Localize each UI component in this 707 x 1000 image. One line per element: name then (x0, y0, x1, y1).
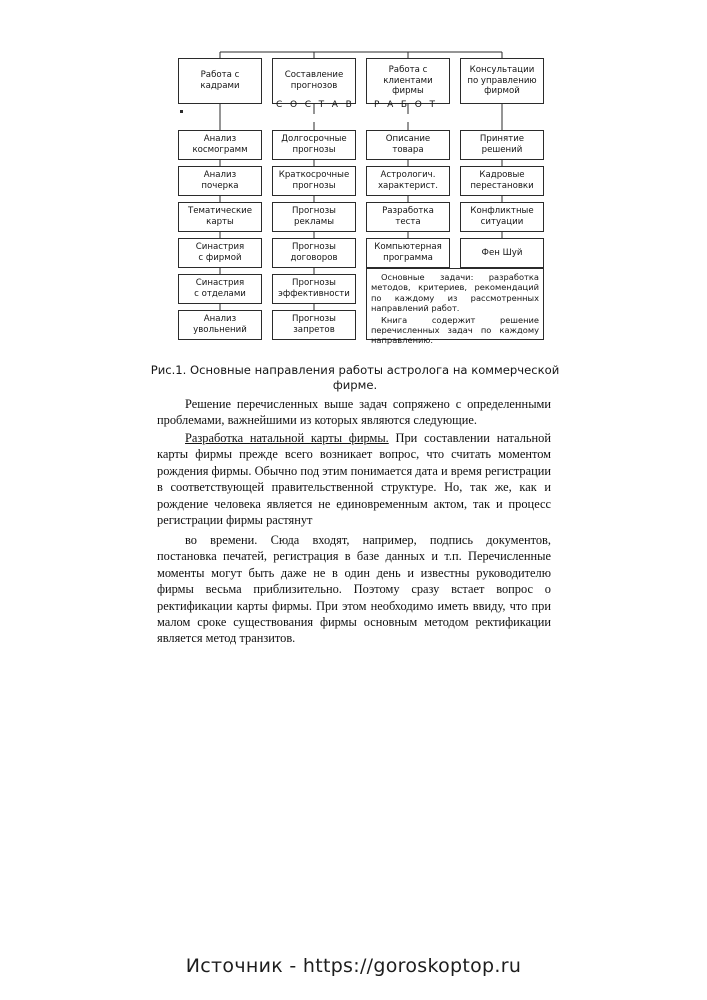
diagram-note-box (366, 268, 544, 346)
node-clients-2: Астрологич. характерист. (366, 166, 450, 196)
body-paragraph-2-rest: При составлении натальной карты фирмы прежде всего возникает вопрос, что считать моментом рождения фирмы. Обычно под этим понимается дата и время регистрации в соответствующей правительственной структуре. Но, так же, как и рождение человека является не единовременным актом, так и процесс регистрации фирмы растянут (157, 431, 551, 528)
figure-caption: Рис.1. Основные направления работы астролога на коммерческой фирме. (150, 363, 560, 392)
node-management-4: Фен Шуй (460, 238, 544, 268)
node-personnel-3: Тематические карты (178, 202, 262, 232)
node-forecasts-2: Краткосрочные прогнозы (272, 166, 356, 196)
body-paragraph-2-lead: Разработка натальной карты фирмы. (185, 431, 389, 445)
node-forecasts-3: Прогнозы рекламы (272, 202, 356, 232)
node-management-2: Кадровые перестановки (460, 166, 544, 196)
node-clients-4: Компьютерная программа (366, 238, 450, 268)
node-personnel-2: Анализ почерка (178, 166, 262, 196)
node-personnel-6: Анализ увольнений (178, 310, 262, 340)
node-personnel-1: Анализ космограмм (178, 130, 262, 160)
node-head-clients: Работа с клиентами фирмы (366, 58, 450, 104)
diagram-note-paragraph-2: Книга содержит решение перечисленных задач по каждому направлению. (371, 314, 539, 346)
node-management-3: Конфликтные ситуации (460, 202, 544, 232)
diagram-label-rabot: Р А Б О Т (374, 100, 438, 110)
body-paragraph-1: Решение перечисленных выше задач сопряжено с определенными проблемами, важнейшими из которых являются следующие. (157, 397, 551, 428)
body-paragraph-2 (157, 430, 551, 528)
node-clients-1: Описание товара (366, 130, 450, 160)
node-personnel-5: Синастрия с отделами (178, 274, 262, 304)
body-paragraph-3: во времени. Сюда входят, например, подпись документов, постановка печатей, регистрация в базе данных и т.п. Перечисленные моменты могут быть даже не в один день и известны руководителю фирмы весьма приблизительно. Поэтому сразу встает вопрос о ректификации карты фирмы. При этом необходимо иметь ввиду, что при малом сроке существования фирмы основным методом ректификации является метод транзитов. (157, 533, 551, 646)
scan-speck (180, 110, 183, 113)
node-personnel-4: Синастрия с фирмой (178, 238, 262, 268)
node-head-personnel: Работа с кадрами (178, 58, 262, 104)
node-head-management: Консультации по управлению фирмой (460, 58, 544, 104)
node-forecasts-6: Прогнозы запретов (272, 310, 356, 340)
diagram-label-sostav: С О С Т А В (276, 100, 355, 110)
figure-diagram (178, 48, 542, 360)
node-forecasts-4: Прогнозы договоров (272, 238, 356, 268)
diagram-note-paragraph-1: Основные задачи: разработка методов, критериев, рекомендаций по каждому из рассмотренных направлений работ. (371, 272, 539, 314)
node-forecasts-1: Долгосрочные прогнозы (272, 130, 356, 160)
source-watermark: Источник - https://goroskoptop.ru (185, 955, 522, 977)
node-management-1: Принятие решений (460, 130, 544, 160)
node-forecasts-5: Прогнозы эффективности (272, 274, 356, 304)
node-clients-3: Разработка теста (366, 202, 450, 232)
node-head-forecasts: Составление прогнозов (272, 58, 356, 104)
